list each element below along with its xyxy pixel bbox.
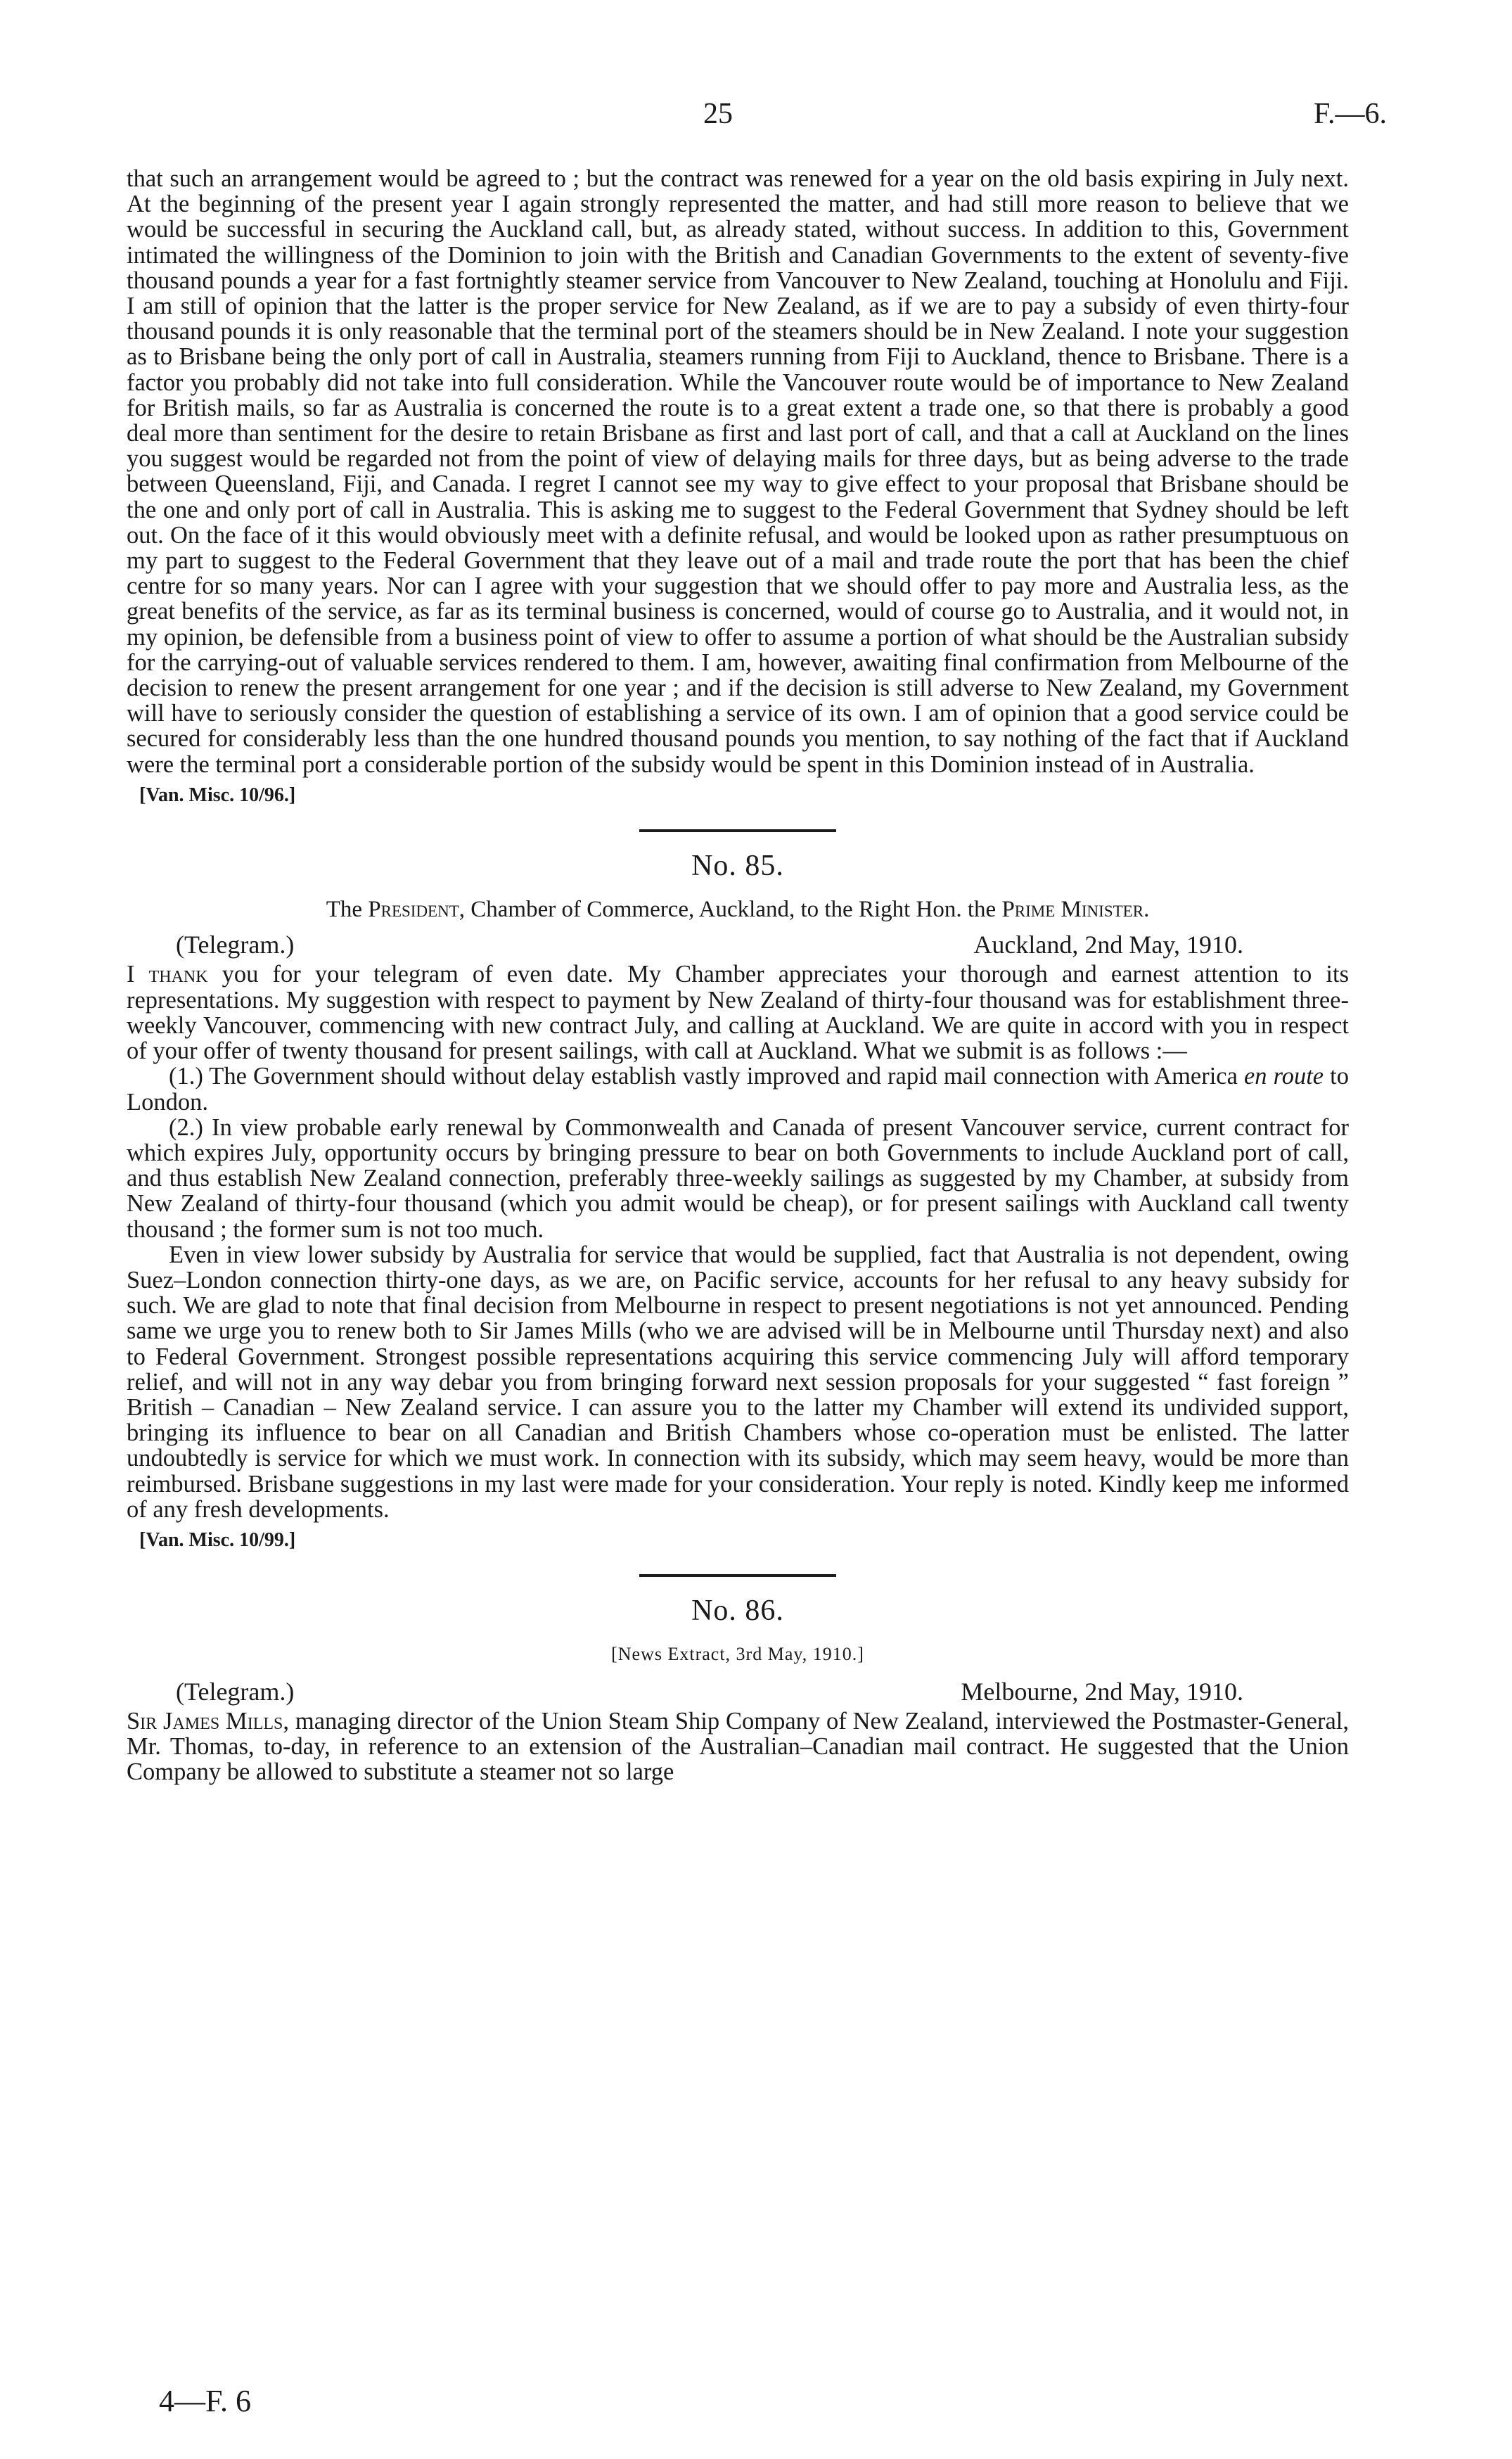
place-date: Auckland, 2nd May, 1910. bbox=[973, 931, 1243, 959]
telegram-label: (Telegram.) bbox=[176, 931, 295, 959]
list-item-text-end: to London. bbox=[127, 1063, 1349, 1116]
opening-name: Sir James Mills bbox=[127, 1707, 283, 1735]
list-item: (2.) In view probable early renewal by Commonwealth and Canada of present Vancouver service, current contract for which expires July, opportunity occurs by bringing pressure to bear on both Governments to include Auckland port of call, and thus establish New Zealand connection, preferably three-weekly sailings as suggested by my Chamber, at subsidy from New Zealand of thirty-four thousand (which you admit would be cheap), or for present sailings with Auckland call twenty thousand ; the former sum is not too much. bbox=[127, 1113, 1349, 1243]
page-body bbox=[127, 166, 1349, 1784]
continued-paragraph: that such an arrangement would be agreed to ; but the contract was renewed for a year on the old basis expiring in July next. At the beginning of the present year I again strongly represented the matter, and had still more reason to believe that we would be successful in securing the Auckland call, but, as already stated, without success. In addition to this, Government intimated the willingness of the Dominion to join with the British and Canadian Governments to the extent of seventy-five thousand pounds a year for a fast fortnightly steamer service from Vancouver to New Zealand, touching at Honolulu and Fiji. I am still of opinion that the latter is the proper service for New Zealand, as if we are to pay a subsidy of even thirty-four thousand pounds it is only reasonable that the terminal port of the steamers should be in New Zealand. I note your suggestion as to Brisbane being the only port of call in Australia, steamers running from Fiji to Auckland, thence to Brisbane. There is a factor you probably did not take into full consideration. While the Vancouver route would be of importance to New Zealand for British mails, so far as Australia is concerned the route is to a great extent a trade one, so that there is probably a good deal more than sentiment for the desire to retain Brisbane as first and last port of call, and that a call at Auckland on the lines you suggest would be regarded not from the point of view of delaying mails for three days, but as being adverse to the trade between Queensland, Fiji, and Canada. I regret I cannot see my way to give effect to your proposal that Brisbane should be the one and only port of call in Australia. This is asking me to suggest to the Federal Government that Sydney should be left out. On the face of it this would obviously meet with a definite refusal, and would be looked upon as rather presumptuous on my part to suggest to the Federal Government that they leave out of a mail and trade route the port that has been the chief centre for so many years. Nor can I agree with your suggestion that we should offer to pay more and Australia less, as the great benefits of the service, as far as its terminal business is concerned, would of course go to Australia, and it would not, in my opinion, be defensible from a business point of view to offer to assume a portion of what should be the Australian subsidy for the carrying-out of valuable services rendered to them. I am, however, awaiting final confirmation from Melbourne of the decision to renew the present arrangement for one year ; and if the decision is still adverse to New Zealand, my Government will have to seriously consider the question of establishing a service of its own. I am of opinion that a good service could be secured for considerably less than the one hundred thousand pounds you mention, to say nothing of the fact that if Auckland were the terminal port a considerable portion of the subsidy would be spent in this Dominion instead of in Australia. bbox=[127, 165, 1349, 778]
list-item bbox=[127, 1064, 1349, 1114]
section-divider bbox=[639, 1574, 836, 1577]
telegram-paragraph bbox=[127, 962, 1349, 1064]
page-header bbox=[0, 97, 1512, 139]
opening-word: I thank bbox=[127, 961, 208, 988]
sender-title: President bbox=[368, 897, 459, 923]
telegram-line bbox=[127, 1679, 1349, 1706]
document-number-heading: No. 86. bbox=[691, 1595, 784, 1628]
page-number: 25 bbox=[703, 98, 733, 130]
recipient-title: Prime Minister bbox=[1001, 897, 1144, 923]
list-item-text: (1.) The Government should without delay establish vastly improved and rapid mail connection with America bbox=[169, 1063, 1244, 1090]
file-reference: [Van. Misc. 10/99.] bbox=[139, 1528, 296, 1551]
paragraph-text: you for your telegram of even date. My Chamber appreciates your thorough and earnest attention to its representations. My suggestion with respect to payment by New Zealand of thirty-four thousand was for establishment three-weekly Vancouver, commencing with new contract July, and calling at Auckland. We are quite in accord with you in respect of your offer of twenty thousand for present sailings, with call at Auckland. What we submit is as follows :— bbox=[127, 961, 1349, 1065]
telegram-paragraph: Even in view lower subsidy by Australia for service that would be supplied, fact that Australia is not dependent, owing Suez–London connection thirty-one days, as we are, on Pacific service, accounts for her refusal to any heavy subsidy for such. We are glad to note that final decision from Melbourne in respect to present negotiations is not yet announced. Pending same we urge you to renew both to Sir James Mills (who we are advised will be in Melbourne until Thursday next) and also to Federal Government. Strongest possible representations acquiring this service commencing July will afford temporary relief, and will not in any way debar you from bringing forward next session proposals for your suggested “ fast foreign ” British – Canadian – New Zealand service. I can assure you to the latter my Chamber will extend its undivided support, bringing its influence to bear on all Canadian and British Chambers whose co-operation must be enlisted. The latter undoubtedly is service for which we must work. In connection with its subsidy, which may seem heavy, would be more than reimbursed. Brisbane suggestions in my last were made for your consideration. Your reply is noted. Kindly keep me informed of any fresh developments. bbox=[127, 1241, 1349, 1523]
news-extract-label: [News Extract, 3rd May, 1910.] bbox=[611, 1644, 864, 1665]
address-text: , Chamber of Commerce, Auckland, to the Right Hon. the bbox=[459, 897, 1002, 923]
section-divider bbox=[639, 829, 836, 832]
telegram-label: (Telegram.) bbox=[176, 1677, 295, 1706]
document-number-heading: No. 85. bbox=[691, 850, 784, 883]
printer-signature: 4—F. 6 bbox=[159, 2384, 251, 2418]
address-end: . bbox=[1143, 897, 1150, 923]
telegram-line bbox=[127, 932, 1349, 959]
place-date: Melbourne, 2nd May, 1910. bbox=[961, 1677, 1243, 1706]
document-reference: F.—6. bbox=[1314, 98, 1387, 130]
news-paragraph bbox=[127, 1708, 1349, 1785]
address-line: The President, Chamber of Commerce, Auckland, to the Right Hon. the Prime Minister. bbox=[326, 897, 1150, 923]
paragraph-text: , managing director of the Union Steam Ship Company of New Zealand, interviewed the Postmaster-General, Mr. Thomas, to-day, in reference to an extension of the Australian–Canadian mail contract. He suggested that the Union Company be allowed to substitute a steamer not so large bbox=[127, 1707, 1349, 1785]
file-reference: [Van. Misc. 10/96.] bbox=[139, 784, 296, 806]
italic-phrase: en route bbox=[1243, 1063, 1324, 1090]
